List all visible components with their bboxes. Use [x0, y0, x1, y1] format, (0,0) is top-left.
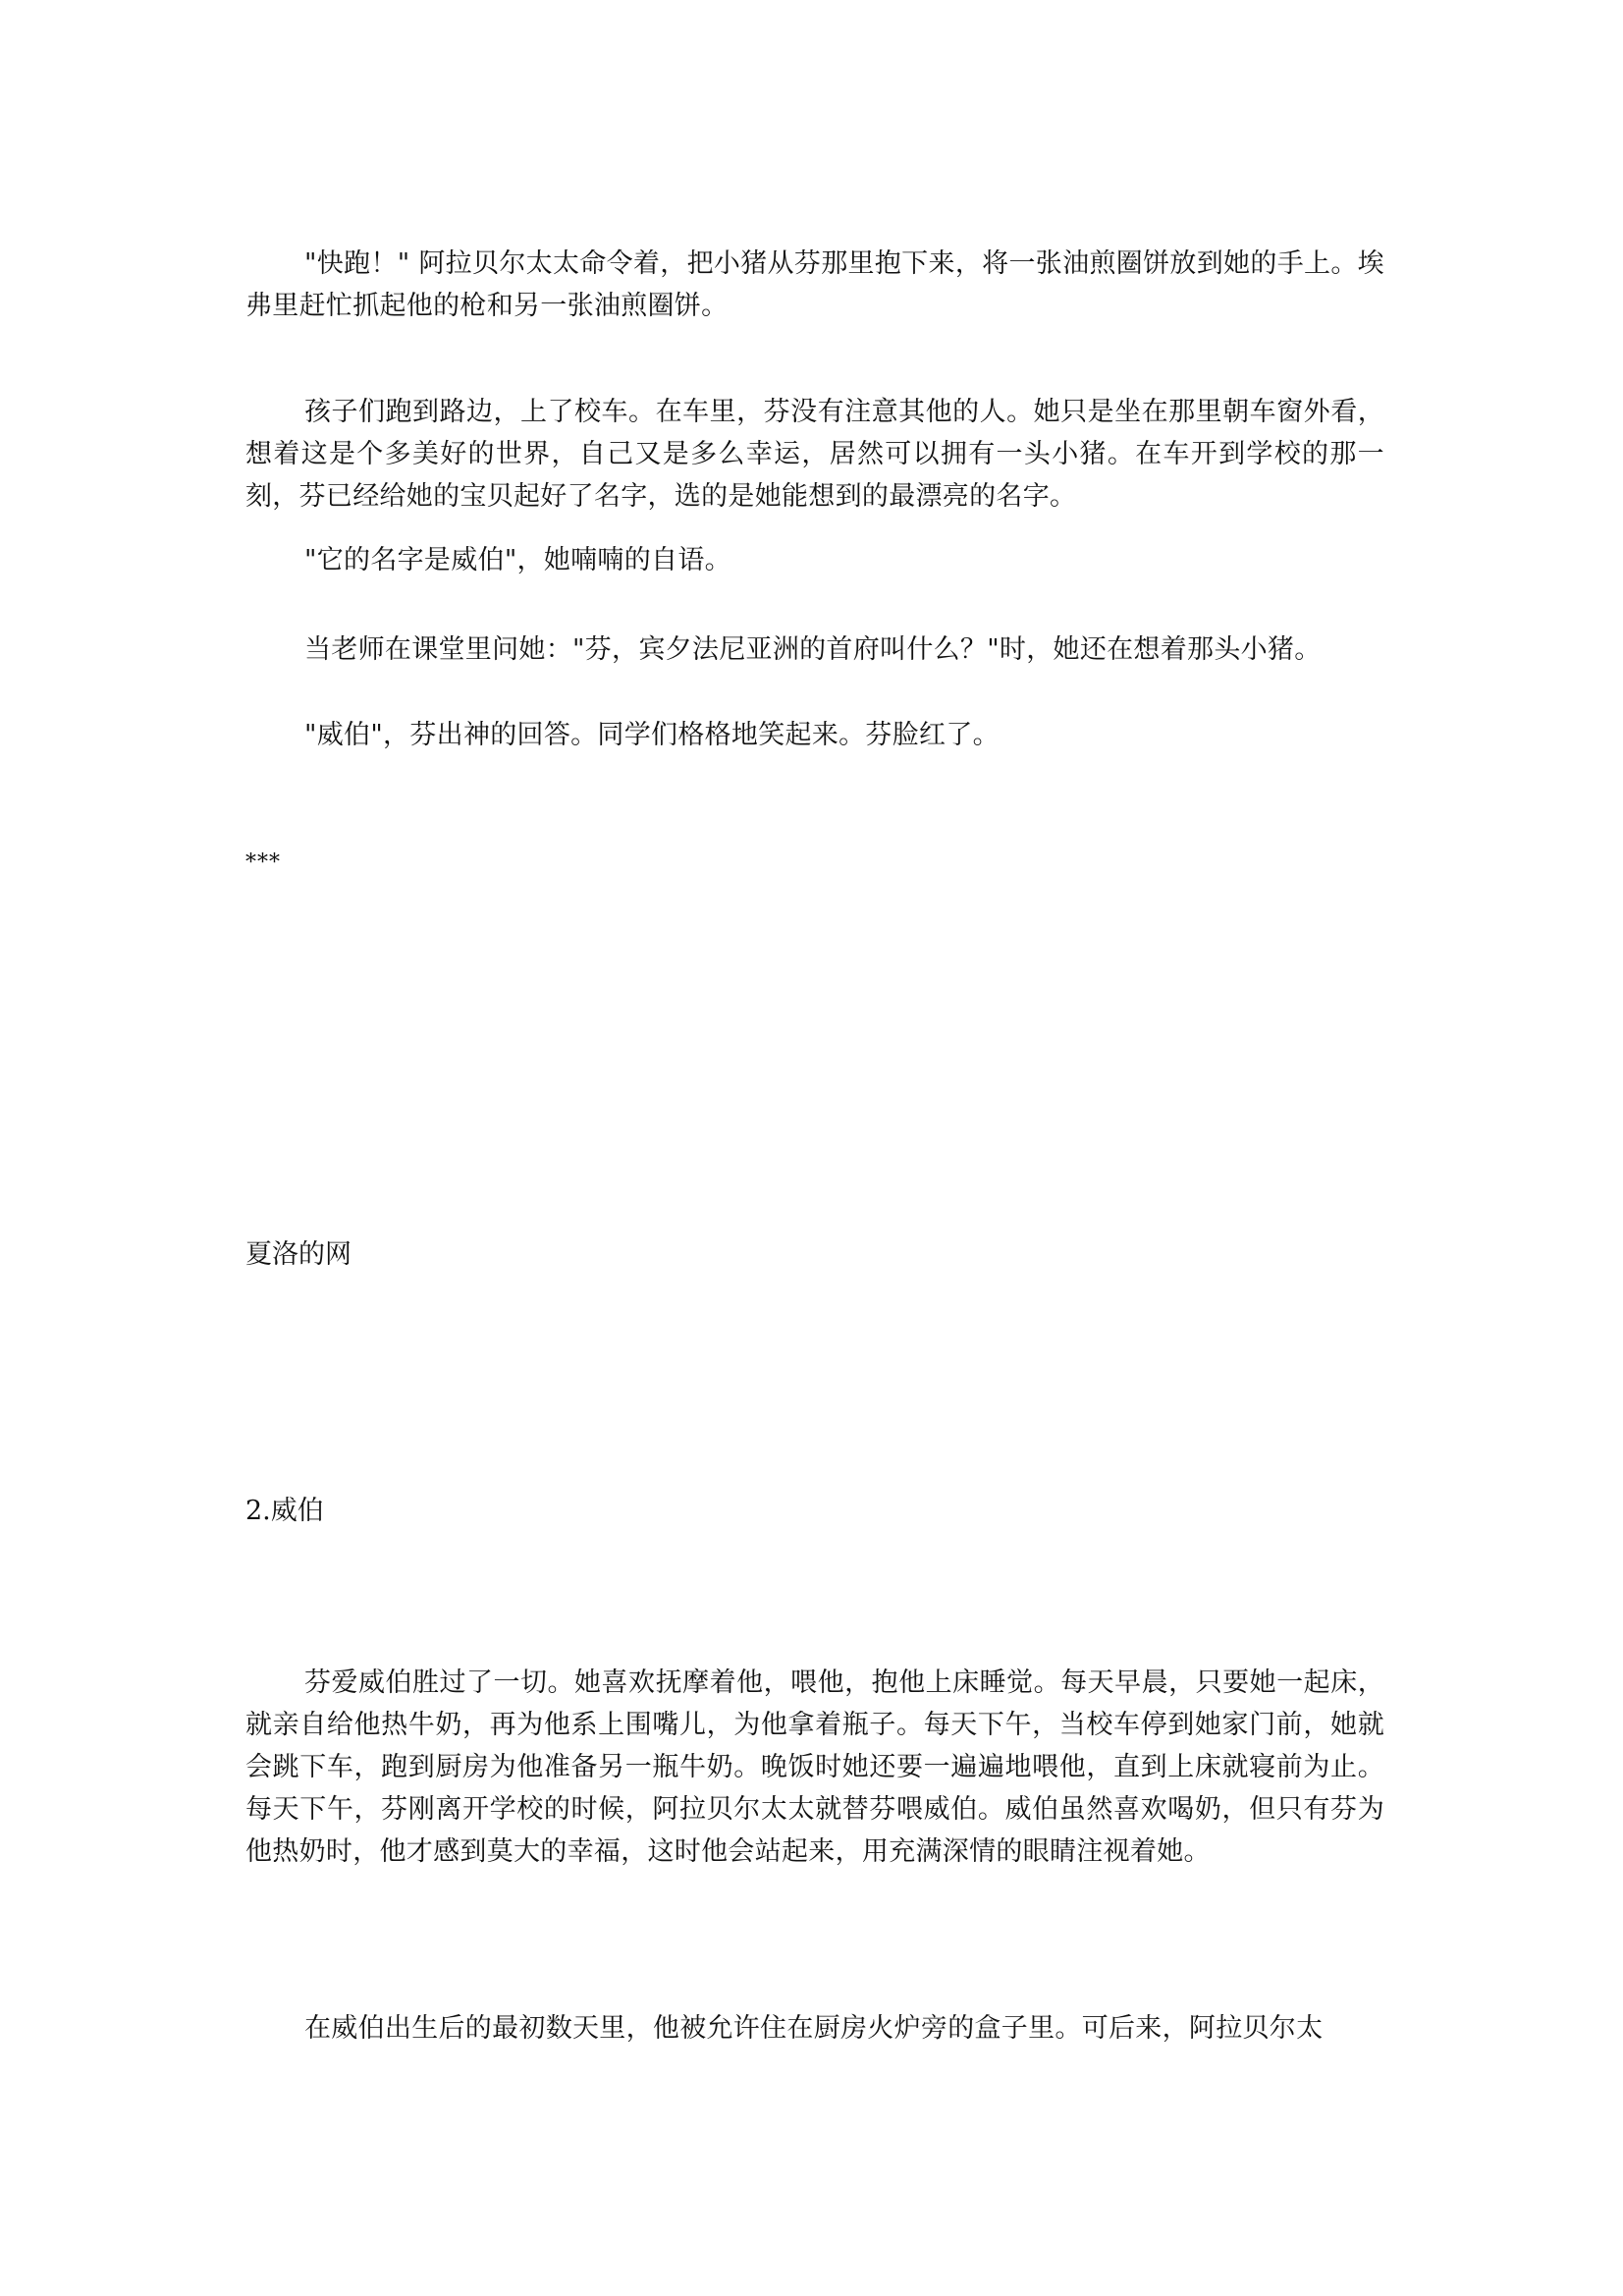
paragraph: 在威伯出生后的最初数天里，他被允许住在厨房火炉旁的盒子里。可后来，阿拉贝尔太: [304, 2013, 1324, 2044]
paragraph: 芬爱威伯胜过了一切。她喜欢抚摩着他，喂他，抱他上床睡觉。每天早晨，只要她一起床，就亲自给他热牛奶，再为他系上围嘴儿，为他拿着瓶子。每天下午，当校车停到她家门前，她就会跳下车，跑到厨房为他准备另一瓶牛奶。晚饭时她还要一遍遍地喂他，直到上床就寝前为止。每天下午，芬刚离开学校的时候，阿拉贝尔太太就替芬喂威伯。威伯虽然喜欢喝奶，但只有芬为他热奶时，他才感到莫大的幸福，这时他会站起来，用充满深情的眼睛注视着她。: [245, 1667, 1384, 1867]
section-separator: ***: [245, 850, 281, 875]
chapter-heading: 2.威伯: [245, 1496, 324, 1526]
paragraph: 当老师在课堂里问她："芬，宾夕法尼亚洲的首府叫什么？"时，她还在想着那头小猪。: [304, 634, 1322, 665]
paragraph: 孩子们跑到路边，上了校车。在车里，芬没有注意其他的人。她只是坐在那里朝车窗外看，想着这是个多美好的世界，自己又是多么幸运，居然可以拥有一头小猪。在车开到学校的那一刻，芬已经给她的宝贝起好了名字，选的是她能想到的最漂亮的名字。: [245, 397, 1384, 512]
book-title: 夏洛的网: [245, 1239, 352, 1270]
paragraph: "它的名字是威伯"，她喃喃的自语。: [304, 545, 731, 575]
paragraph: "威伯"，芬出神的回答。同学们格格地笑起来。芬脸红了。: [304, 720, 1000, 750]
paragraph: "快跑！" 阿拉贝尔太太命令着，把小猪从芬那里抱下来，将一张油煎圈饼放到她的手上。埃弗里赶忙抓起他的枪和另一张油煎圈饼。: [245, 248, 1384, 321]
